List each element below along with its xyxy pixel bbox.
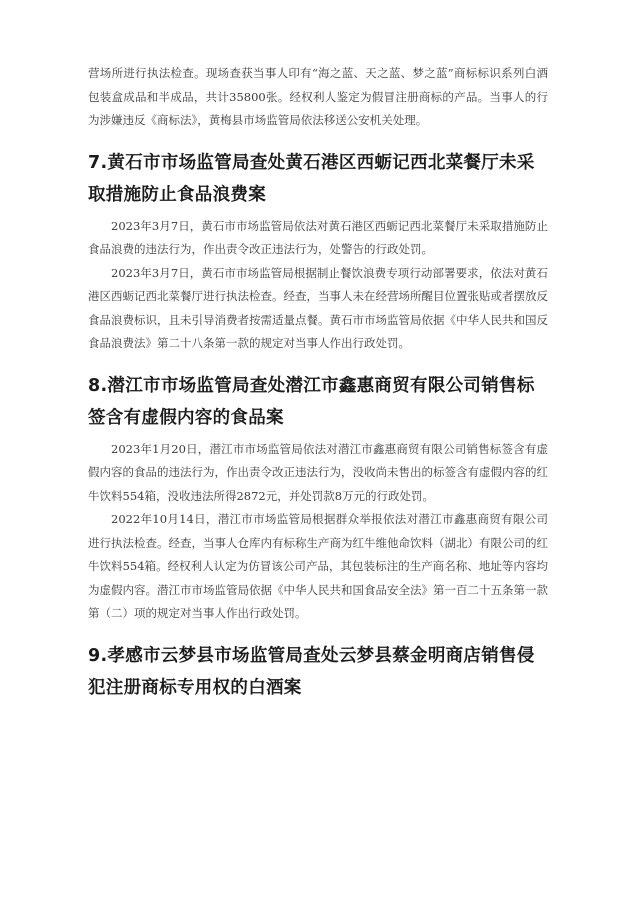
intro-paragraph: 营场所进行执法检查。现场查获当事人印有“海之蓝、天之蓝、梦之蓝”商标标识系列白酒包装盒成品和半成品，共计35800张。经权利人鉴定为假冒注册商标的产品。当事人的行为涉嫌违反《商标法》，黄梅县市场监管局依法移送公安机关处理。	[88, 66, 548, 127]
spacer	[88, 133, 548, 147]
case-9-section	[88, 640, 548, 704]
case-7-section	[88, 147, 548, 356]
case-8-title: 8.潜江市市场监管局查处潜江市鑫惠商贸有限公司销售标签含有虚假内容的食品案	[88, 375, 535, 428]
case-8-paragraph-2: 2022年10月14日，潜江市市场监管局根据群众举报依法对潜江市鑫惠商贸有限公司进行执法检查。经查，当事人仓库内有标称生产商为红牛维他命饮料（湖北）有限公司的红牛饮料554箱。经权利人认定为仿冒该公司产品，其包装标注的生产商名称、地址等内容均为虚假内容。潜江市市场监管局依据《中华人民共和国食品安全法》第一百二十五条第一款第（二）项的规定对当事人作出行政处罚。	[88, 512, 548, 620]
spacer	[88, 356, 548, 370]
case-8-section	[88, 370, 548, 626]
case-7-paragraph-1: 2023年3月7日，黄石市市场监管局依法对黄石港区西蛎记西北菜餐厅未采取措施防止食品浪费的违法行为，作出责令改正违法行为，处警告的行政处罚。	[88, 218, 548, 256]
spacer	[88, 626, 548, 640]
case-8-paragraph-1: 2023年1月20日，潜江市市场监管局依法对潜江市鑫惠商贸有限公司销售标签含有虚假内容的食品的违法行为，作出责令改正违法行为，没收尚未售出的标签含有虚假内容的红牛饮料554箱，没收违法所得2872元，并处罚款8万元的行政处罚。	[88, 441, 548, 503]
case-7-title: 7.黄石市市场监管局查处黄石港区西蛎记西北菜餐厅未采取措施防止食品浪费案	[88, 152, 535, 205]
case-9-title: 9.孝感市云梦县市场监管局查处云梦县蔡金明商店销售侵犯注册商标专用权的白酒案	[88, 645, 535, 698]
case-7-paragraph-2: 2023年3月7日，黄石市市场监管局根据制止餐饮浪费专项行动部署要求，依法对黄石港区西蛎记西北菜餐厅进行执法检查。经查，当事人未在经营场所醒目位置张贴或者摆放反食品浪费标识，且未引导消费者按需适量点餐。黄石市市场监管局依据《中华人民共和国反食品浪费法》第二十八条第一款的规定对当事人作出行政处罚。	[88, 265, 548, 350]
